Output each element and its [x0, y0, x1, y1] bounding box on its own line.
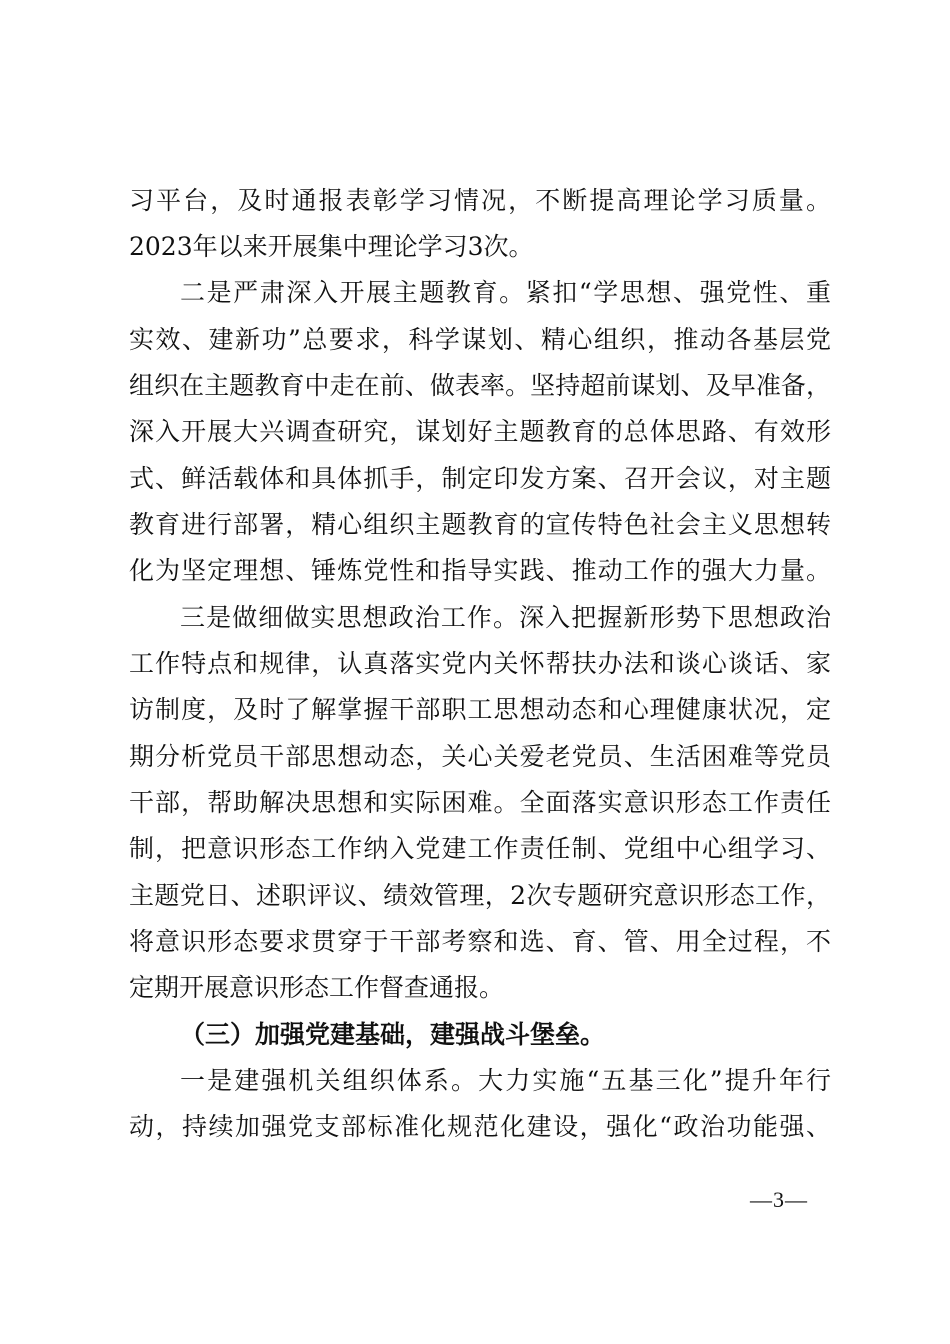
text-line: 组织在主题教育中走在前、做表率。坚持超前谋划、及早准备， [129, 371, 831, 400]
text-line: 工作特点和规律，认真落实党内关怀帮扶办法和谈心谈话、家 [129, 649, 831, 678]
text-line: 三是做细做实思想政治工作。深入把握新形势下思想政治 [180, 603, 831, 632]
text-line: 深入开展大兴调查研究，谋划好主题教育的总体思路、有效形 [129, 417, 831, 446]
text-line: 二是严肃深入开展主题教育。紧扣“学思想、强党性、重 [180, 278, 831, 307]
section-heading: （三）加强党建基础，建强战斗堡垒。 [180, 1020, 606, 1049]
text-line: 动，持续加强党支部标准化规范化建设，强化“政治功能强、 [129, 1112, 831, 1141]
text-line: 实效、建新功”总要求，科学谋划、精心组织，推动各基层党 [129, 325, 831, 354]
text-line: 主题党日、述职评议、绩效管理，2次专题研究意识形态工作， [129, 881, 831, 910]
text-line: 定期开展意识形态工作督查通报。 [129, 973, 505, 1002]
text-line: 习平台，及时通报表彰学习情况，不断提高理论学习质量。 [129, 186, 831, 215]
text-line: 干部，帮助解决思想和实际困难。全面落实意识形态工作责任 [129, 788, 831, 817]
text-line: 期分析党员干部思想动态，关心关爱老党员、生活困难等党员 [129, 742, 831, 771]
text-line: 教育进行部署，精心组织主题教育的宣传特色社会主义思想转 [129, 510, 831, 539]
text-line: 访制度，及时了解掌握干部职工思想动态和心理健康状况，定 [129, 695, 831, 724]
text-line: 式、鲜活载体和具体抓手，制定印发方案、召开会议，对主题 [129, 464, 831, 493]
text-line: 化为坚定理想、锤炼党性和指导实践、推动工作的强大力量。 [129, 556, 831, 585]
text-line: 2023年以来开展集中理论学习3次。 [129, 232, 534, 261]
text-line: 制，把意识形态工作纳入党建工作责任制、党组中心组学习、 [129, 834, 831, 863]
page-number: —3— [750, 1187, 808, 1212]
text-line: 一是建强机关组织体系。大力实施“五基三化”提升年行 [180, 1066, 831, 1095]
text-line: 将意识形态要求贯穿于干部考察和选、育、管、用全过程，不 [129, 927, 831, 956]
